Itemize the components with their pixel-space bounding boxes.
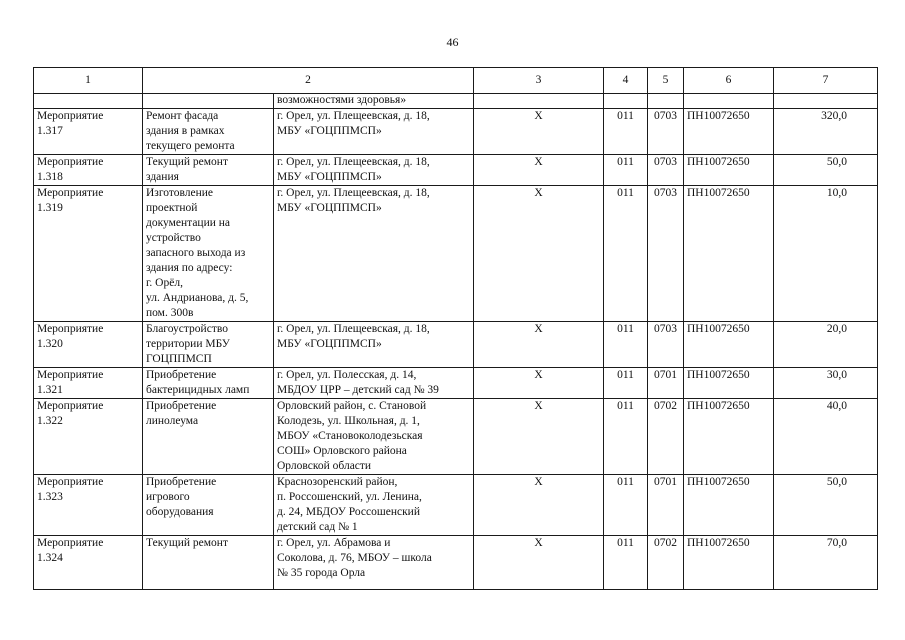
table-row bbox=[34, 475, 878, 536]
event-name-cell bbox=[143, 155, 274, 186]
event-name-cell-line: пом. 300в bbox=[146, 307, 194, 319]
address-cell-line: Колодезь, ул. Школьная, д. 1, bbox=[277, 415, 420, 427]
table-row bbox=[34, 399, 878, 475]
mark-cell: Х bbox=[474, 322, 604, 368]
event-id-cell-line: Мероприятие bbox=[37, 187, 104, 199]
address-cell-line: МБУ «ГОЦППМСП» bbox=[277, 202, 382, 214]
event-id-cell bbox=[34, 368, 143, 399]
header-col-5: 5 bbox=[648, 68, 684, 94]
event-id-cell-line: 1.322 bbox=[37, 415, 63, 427]
header-col-3: 3 bbox=[474, 68, 604, 94]
kcsr-cell: ПН10072650 bbox=[684, 475, 774, 536]
event-id-cell bbox=[34, 186, 143, 322]
sum-cell: 30,0 bbox=[774, 368, 878, 399]
table-row bbox=[34, 368, 878, 399]
table-row bbox=[34, 109, 878, 155]
sum-cell: 20,0 bbox=[774, 322, 878, 368]
code-4-cell: 011 bbox=[604, 368, 648, 399]
event-id-cell-line: Мероприятие bbox=[37, 400, 104, 412]
event-name-cell bbox=[143, 536, 274, 590]
event-name-cell bbox=[143, 186, 274, 322]
header-col-4: 4 bbox=[604, 68, 648, 94]
event-name-cell-line: документации на bbox=[146, 217, 231, 229]
event-name-cell-line: территории МБУ bbox=[146, 338, 230, 350]
event-name-cell-line: ГОЦППМСП bbox=[146, 353, 212, 365]
event-name-cell-line: здания по адресу: bbox=[146, 262, 233, 274]
header-row bbox=[34, 68, 878, 94]
address-cell-line: МБУ «ГОЦППМСП» bbox=[277, 125, 382, 137]
code-5-cell: 0703 bbox=[648, 322, 684, 368]
event-id-cell bbox=[34, 109, 143, 155]
event-name-cell-line: линолеума bbox=[146, 415, 199, 427]
event-id-cell-line: Мероприятие bbox=[37, 476, 104, 488]
kcsr-cell: ПН10072650 bbox=[684, 399, 774, 475]
address-cell-line: г. Орел, ул. Полесская, д. 14, bbox=[277, 369, 417, 381]
mark-cell: Х bbox=[474, 368, 604, 399]
header-col-7: 7 bbox=[774, 68, 878, 94]
budget-table bbox=[33, 67, 878, 590]
event-id-cell bbox=[34, 322, 143, 368]
event-name-cell bbox=[143, 368, 274, 399]
event-name-cell bbox=[143, 322, 274, 368]
event-name-cell-line: ул. Андрианова, д. 5, bbox=[146, 292, 249, 304]
event-name-cell-line: Приобретение bbox=[146, 400, 217, 412]
address-cell-line: г. Орел, ул. Плещеевская, д. 18, bbox=[277, 156, 430, 168]
event-name-cell-line: бактерицидных ламп bbox=[146, 384, 250, 396]
address-cell-line: д. 24, МБДОУ Россошенский bbox=[277, 506, 420, 518]
event-id-cell-line: 1.324 bbox=[37, 552, 63, 564]
event-name-cell-line: Текущий ремонт bbox=[146, 156, 228, 168]
mark-cell: Х bbox=[474, 536, 604, 590]
table-row bbox=[34, 322, 878, 368]
code-5-cell: 0702 bbox=[648, 536, 684, 590]
continuation-text: возможностями здоровья» bbox=[274, 94, 474, 109]
address-cell-line: г. Орел, ул. Плещеевская, д. 18, bbox=[277, 110, 430, 122]
event-id-cell-line: Мероприятие bbox=[37, 369, 104, 381]
event-name-cell-line: Приобретение bbox=[146, 476, 217, 488]
event-id-cell-line: Мероприятие bbox=[37, 323, 104, 335]
event-name-cell-line: Текущий ремонт bbox=[146, 537, 228, 549]
event-id-cell bbox=[34, 399, 143, 475]
address-cell-line: п. Россошенский, ул. Ленина, bbox=[277, 491, 422, 503]
event-id-cell-line: 1.318 bbox=[37, 171, 63, 183]
code-4-cell: 011 bbox=[604, 475, 648, 536]
address-cell-line: детский сад № 1 bbox=[277, 521, 358, 533]
event-name-cell-line: Ремонт фасада bbox=[146, 110, 219, 122]
sum-cell: 320,0 bbox=[774, 109, 878, 155]
address-cell bbox=[274, 536, 474, 590]
code-4-cell: 011 bbox=[604, 109, 648, 155]
kcsr-cell: ПН10072650 bbox=[684, 322, 774, 368]
event-name-cell bbox=[143, 399, 274, 475]
kcsr-cell: ПН10072650 bbox=[684, 186, 774, 322]
event-id-cell-line: 1.320 bbox=[37, 338, 63, 350]
event-name-cell-line: оборудования bbox=[146, 506, 214, 518]
address-cell bbox=[274, 399, 474, 475]
sum-cell: 70,0 bbox=[774, 536, 878, 590]
sum-cell: 50,0 bbox=[774, 155, 878, 186]
event-name-cell-line: устройство bbox=[146, 232, 201, 244]
address-cell-line: МБУ «ГОЦППМСП» bbox=[277, 338, 382, 350]
address-cell bbox=[274, 109, 474, 155]
address-cell-line: МБДОУ ЦРР – детский сад № 39 bbox=[277, 384, 439, 396]
event-id-cell-line: Мероприятие bbox=[37, 156, 104, 168]
event-name-cell-line: Приобретение bbox=[146, 369, 217, 381]
kcsr-cell: ПН10072650 bbox=[684, 368, 774, 399]
header-col-6: 6 bbox=[684, 68, 774, 94]
event-name-cell-line: Благоустройство bbox=[146, 323, 228, 335]
address-cell bbox=[274, 368, 474, 399]
event-name-cell bbox=[143, 109, 274, 155]
event-id-cell-line: Мероприятие bbox=[37, 110, 104, 122]
event-name-cell-line: здания в рамках bbox=[146, 125, 225, 137]
code-4-cell: 011 bbox=[604, 399, 648, 475]
table-row bbox=[34, 186, 878, 322]
code-5-cell: 0703 bbox=[648, 109, 684, 155]
address-cell-line: г. Орел, ул. Абрамова и bbox=[277, 537, 391, 549]
event-name-cell-line: г. Орёл, bbox=[146, 277, 183, 289]
event-id-cell bbox=[34, 155, 143, 186]
code-4-cell: 011 bbox=[604, 322, 648, 368]
sum-cell: 40,0 bbox=[774, 399, 878, 475]
mark-cell: Х bbox=[474, 399, 604, 475]
event-name-cell-line: текущего ремонта bbox=[146, 140, 235, 152]
address-cell-line: МБОУ «Становоколодезьская bbox=[277, 430, 423, 442]
continuation-row bbox=[34, 94, 878, 109]
address-cell-line: Краснозоренский район, bbox=[277, 476, 398, 488]
address-cell-line: № 35 города Орла bbox=[277, 567, 366, 579]
page-number: 46 bbox=[446, 35, 459, 49]
address-cell bbox=[274, 155, 474, 186]
address-cell-line: СОШ» Орловского района bbox=[277, 445, 407, 457]
event-name-cell-line: здания bbox=[146, 171, 179, 183]
header-col-1: 1 bbox=[34, 68, 143, 94]
mark-cell: Х bbox=[474, 475, 604, 536]
code-5-cell: 0702 bbox=[648, 399, 684, 475]
event-name-cell-line: запасного выхода из bbox=[146, 247, 246, 259]
event-name-cell-line: игрового bbox=[146, 491, 190, 503]
event-id-cell-line: 1.323 bbox=[37, 491, 63, 503]
code-5-cell: 0701 bbox=[648, 475, 684, 536]
event-name-cell-line: проектной bbox=[146, 202, 198, 214]
code-4-cell: 011 bbox=[604, 186, 648, 322]
address-cell-line: Соколова, д. 76, МБОУ – школа bbox=[277, 552, 432, 564]
mark-cell: Х bbox=[474, 109, 604, 155]
event-name-cell bbox=[143, 475, 274, 536]
address-cell-line: МБУ «ГОЦППМСП» bbox=[277, 171, 382, 183]
code-4-cell: 011 bbox=[604, 155, 648, 186]
header-col-2: 2 bbox=[143, 68, 474, 94]
address-cell bbox=[274, 186, 474, 322]
event-id-cell bbox=[34, 536, 143, 590]
kcsr-cell: ПН10072650 bbox=[684, 109, 774, 155]
address-cell-line: г. Орел, ул. Плещеевская, д. 18, bbox=[277, 187, 430, 199]
sum-cell: 50,0 bbox=[774, 475, 878, 536]
code-5-cell: 0703 bbox=[648, 186, 684, 322]
event-id-cell-line: 1.321 bbox=[37, 384, 63, 396]
table-row bbox=[34, 155, 878, 186]
address-cell bbox=[274, 475, 474, 536]
event-id-cell-line: 1.317 bbox=[37, 125, 63, 137]
address-cell bbox=[274, 322, 474, 368]
event-id-cell-line: Мероприятие bbox=[37, 537, 104, 549]
address-cell-line: Орловской области bbox=[277, 460, 372, 472]
address-cell-line: г. Орел, ул. Плещеевская, д. 18, bbox=[277, 323, 430, 335]
table-row bbox=[34, 536, 878, 590]
mark-cell: Х bbox=[474, 186, 604, 322]
sum-cell: 10,0 bbox=[774, 186, 878, 322]
kcsr-cell: ПН10072650 bbox=[684, 155, 774, 186]
code-5-cell: 0703 bbox=[648, 155, 684, 186]
event-id-cell bbox=[34, 475, 143, 536]
kcsr-cell: ПН10072650 bbox=[684, 536, 774, 590]
code-4-cell: 011 bbox=[604, 536, 648, 590]
event-name-cell-line: Изготовление bbox=[146, 187, 214, 199]
code-5-cell: 0701 bbox=[648, 368, 684, 399]
address-cell-line: Орловский район, с. Становой bbox=[277, 400, 427, 412]
mark-cell: Х bbox=[474, 155, 604, 186]
event-id-cell-line: 1.319 bbox=[37, 202, 63, 214]
